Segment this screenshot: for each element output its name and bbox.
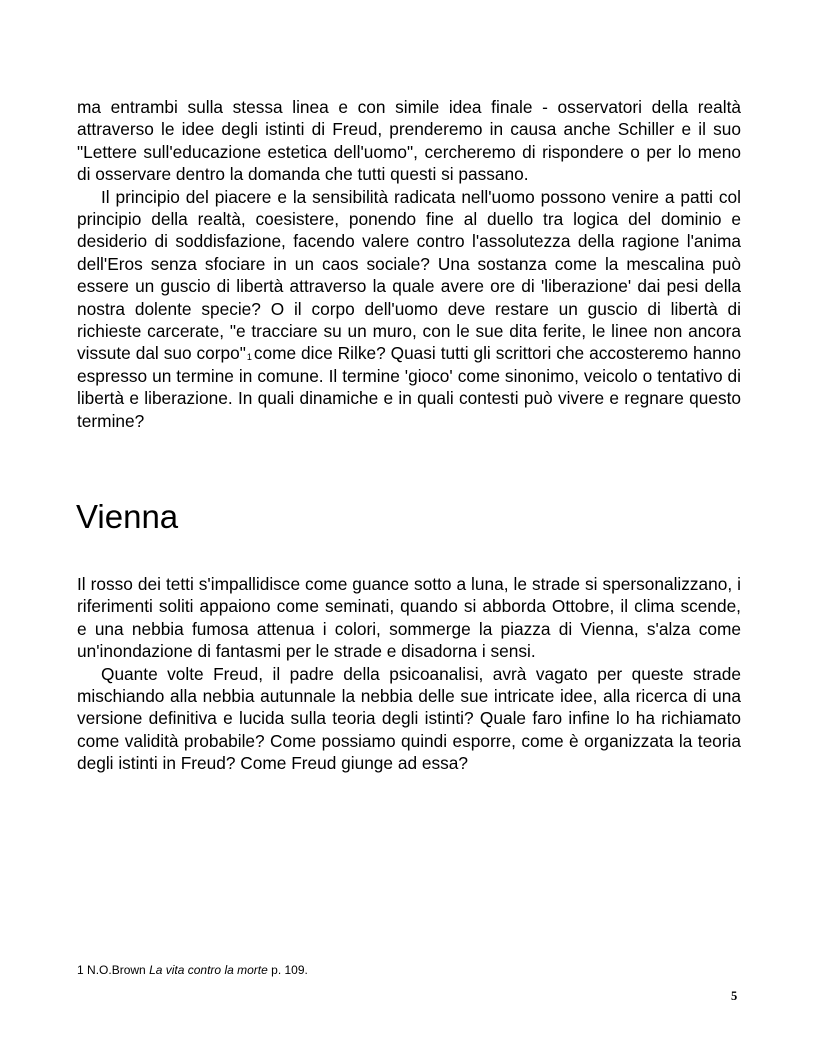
section-title: Vienna <box>76 498 179 535</box>
footnote-reference[interactable]: 1 <box>246 352 252 363</box>
vienna-paragraph-1: Il rosso dei tetti s'impallidisce come guance sotto a luna, le strade si spersonalizzano, i riferimenti soliti appaiono come seminati, quando si abborda Ottobre, il clima scende, e una nebbia fumosa attenua i colori, sommerge la piazza di Vienna, s'alza come un'inondazione di fantasmi per le strade e disadorna i sensi. <box>77 574 741 662</box>
intro-paragraph-2 <box>77 186 741 432</box>
footnote-number: 1 <box>77 963 84 977</box>
footnote <box>77 962 308 978</box>
footnote-book-title: La vita contro la morte <box>149 963 268 977</box>
vienna-text <box>77 573 741 775</box>
intro-text <box>77 96 741 432</box>
vienna-paragraph-2: Quante volte Freud, il padre della psicoanalisi, avrà vagato per queste strade mischiando alla nebbia autunnale la nebbia delle sue intricate idee, alla ricerca di una versione definitiva e lucida sulla teoria degli istinti? Quale faro infine lo ha richiamato come validità probabile? Come possiamo quindi esporre, come è organizzata la teoria degli istinti in Freud? Come Freud giunge ad essa? <box>77 663 741 774</box>
footnote-author: N.O.Brown <box>87 963 146 977</box>
page-number: 5 <box>731 989 738 1003</box>
footnote-page: p. 109. <box>271 963 308 977</box>
intro-paragraph-2-continuation: come dice Rilke? Quasi tutti gli scrittori che accosteremo hanno espresso un termine in comune. Il termine 'gioco' come sinonimo, veicolo o tentativo di libertà e liberazione. In quali dinamiche e in quali contesti può vivere e regnare questo termine? <box>77 343 741 431</box>
intro-paragraph-2-text: Il principio del piacere e la sensibilità radicata nell'uomo possono venire a patti col principio della realtà, coesistere, ponendo fine al duello tra logica del dominio e desiderio di soddisfazione, facendo valere contro l'assolutezza della ragione l'anima dell'Eros senza sfociare in un caos sociale? Una sostanza come la mescalina può essere un guscio di libertà attraverso la quale avere ore di 'liberazione' dai pesi della nostra dolente specie? O il corpo dell'uomo deve restare un guscio di libertà di richieste carcerate, "e tracciare su un muro, con le sue dita ferite, le linee non ancora vissute dal suo corpo" <box>77 186 741 364</box>
intro-paragraph-1: ma entrambi sulla stessa linea e con simile idea finale - osservatori della realtà attraverso le idee degli istinti di Freud, prenderemo in causa anche Schiller e il suo "Lettere sull'educazione estetica dell'uomo", cercheremo di rispondere o per lo meno di osservare dentro la domanda che tutti questi si passano. <box>77 97 741 185</box>
